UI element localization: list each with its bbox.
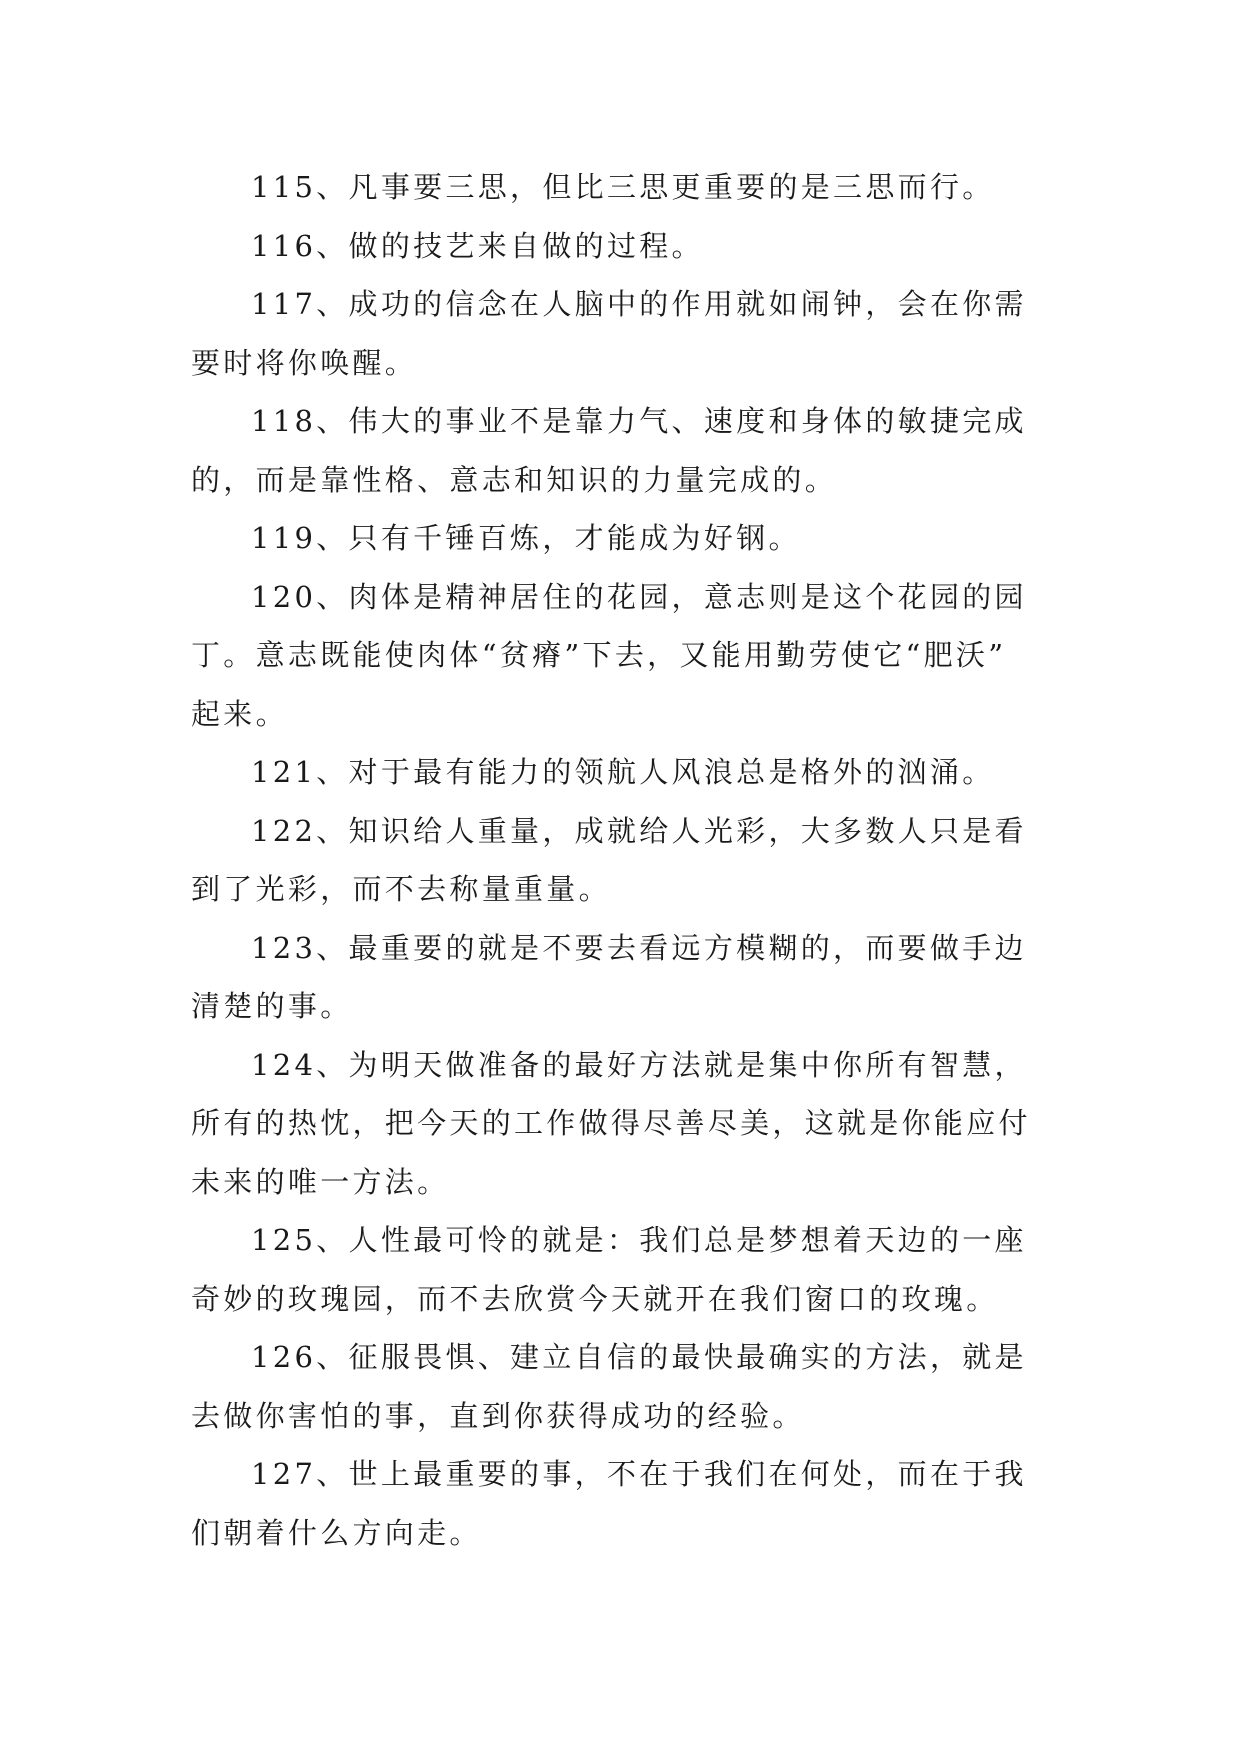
paragraph-line: 们朝着什么方向走。 (191, 1515, 482, 1550)
paragraph-line: 清楚的事。 (191, 989, 353, 1023)
document-body (191, 158, 1051, 1562)
paragraph-line: 丁。意志既能使肉体“贫瘠”下去，又能用勤劳使它“肥沃” (191, 638, 1007, 672)
quote-paragraph-117 (191, 275, 1051, 392)
quote-paragraph-120 (191, 568, 1051, 744)
paragraph-line: 123、最重要的就是不要去看远方模糊的，而要做手边 (251, 930, 1027, 965)
paragraph-line: 119、只有千锤百炼，才能成为好钢。 (251, 521, 801, 555)
paragraph-line: 到了光彩，而不去称量重量。 (191, 872, 611, 906)
quote-paragraph-118 (191, 392, 1051, 509)
quote-paragraph-116 (191, 217, 1051, 276)
quote-paragraph-125 (191, 1211, 1051, 1328)
paragraph-line: 126、征服畏惧、建立自信的最快最确实的方法，就是 (251, 1340, 1027, 1374)
paragraph-line: 116、做的技艺来自做的过程。 (251, 228, 704, 263)
quote-paragraph-115 (191, 158, 1051, 217)
paragraph-line: 124、为明天做准备的最好方法就是集中你所有智慧， (251, 1047, 1027, 1082)
paragraph-line: 118、伟大的事业不是靠力气、速度和身体的敏捷完成 (251, 404, 1027, 438)
paragraph-line: 去做你害怕的事，直到你获得成功的经验。 (191, 1398, 805, 1433)
paragraph-line: 120、肉体是精神居住的花园，意志则是这个花园的园 (251, 579, 1027, 614)
paragraph-line: 127、世上最重要的事，不在于我们在何处，而在于我 (251, 1457, 1027, 1491)
paragraph-line: 117、成功的信念在人脑中的作用就如闹钟，会在你需 (251, 287, 1027, 321)
paragraph-line: 未来的唯一方法。 (191, 1164, 450, 1199)
paragraph-line: 115、凡事要三思，但比三思更重要的是三思而行。 (251, 170, 995, 204)
quote-paragraph-119 (191, 509, 1051, 568)
quote-paragraph-121 (191, 743, 1051, 802)
quote-paragraph-122 (191, 802, 1051, 919)
paragraph-line: 所有的热忱，把今天的工作做得尽善尽美，这就是你能应付 (191, 1106, 1031, 1140)
quote-paragraph-123 (191, 919, 1051, 1036)
quote-paragraph-127 (191, 1445, 1051, 1562)
paragraph-line: 的，而是靠性格、意志和知识的力量完成的。 (191, 462, 838, 497)
quote-paragraph-124 (191, 1036, 1051, 1212)
paragraph-line: 起来。 (191, 696, 288, 731)
paragraph-line: 122、知识给人重量，成就给人光彩，大多数人只是看 (251, 813, 1027, 848)
paragraph-line: 要时将你唤醒。 (191, 345, 418, 380)
paragraph-line: 121、对于最有能力的领航人风浪总是格外的汹涌。 (251, 755, 995, 789)
quote-paragraph-126 (191, 1328, 1051, 1445)
paragraph-line: 奇妙的玫瑰园，而不去欣赏今天就开在我们窗口的玫瑰。 (191, 1281, 999, 1316)
paragraph-line: 125、人性最可怜的就是：我们总是梦想着天边的一座 (251, 1223, 1027, 1257)
